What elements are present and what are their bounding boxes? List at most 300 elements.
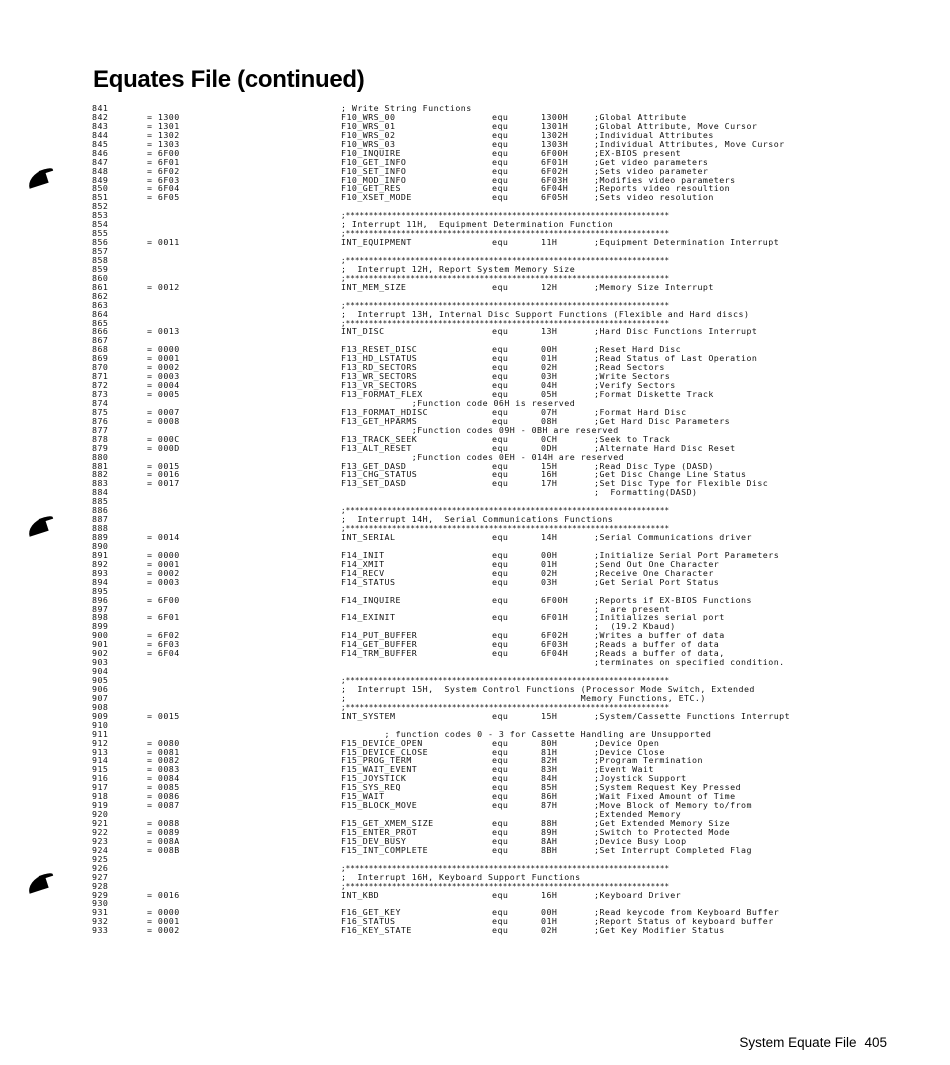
operand: 17H [541,478,558,489]
line-number: 842 [92,111,109,122]
comment: ;Set Disc Type for Flexible Disc [594,478,769,489]
comment-text: ; function codes 0 - 3 for Cassette Handling are Unsupported [341,728,712,739]
separator-line: ;********************************************************************** [341,506,670,516]
line-number: 861 [92,281,109,292]
operand: 6F00H [541,147,569,158]
line-number: 873 [92,389,109,399]
equate-value: = 0007 [147,406,180,417]
directive: equ [492,281,509,292]
directive: equ [492,782,509,793]
directive: equ [492,826,509,837]
symbol-label: F13_TRACK_SEEK [341,433,418,444]
comment: ;Reads a buffer of data, [594,648,725,659]
line-number: 895 [92,585,109,596]
separator-line: ;********************************************************************** [341,676,670,685]
line-number: 933 [92,925,109,936]
listing-line [92,381,832,390]
operand: 6F00H [541,594,569,605]
line-number: 860 [92,272,109,283]
directive: equ [492,138,509,149]
directive: equ [492,353,509,364]
symbol-label: F14_TRM_BUFFER [341,648,418,659]
equate-value: = 0001 [147,558,180,569]
line-number: 890 [92,540,109,551]
comment: ;terminates on specified condition. [594,657,785,668]
operand: 6F04H [541,183,569,194]
operand: 01H [541,558,558,569]
comment: ;Device Open [594,737,660,748]
directive: equ [492,594,509,605]
listing-line [92,193,832,202]
listing-line [92,453,832,462]
symbol-label: F13_GET_DASD [341,460,407,471]
equate-value: = 0012 [147,281,180,292]
operand: 80H [541,737,558,748]
line-number: 893 [92,567,109,578]
operand: 05H [541,389,558,399]
comment: ;Read keycode from Keyboard Buffer [594,907,780,918]
directive: equ [492,478,509,489]
equate-value: = 0017 [147,478,180,489]
line-number: 855 [92,228,109,239]
listing-line [92,149,832,158]
equate-value: = 0003 [147,371,180,382]
line-number: 911 [92,728,109,739]
operand: 86H [541,791,558,802]
equate-value: = 1300 [147,111,180,122]
line-number: 876 [92,415,109,426]
separator-line: ;********************************************************************** [341,881,670,891]
listing-line [92,551,832,560]
line-number: 885 [92,496,109,507]
operand: 1303H [541,138,569,149]
equate-value: = 0000 [147,549,180,560]
symbol-label: F13_RESET_DISC [341,344,418,355]
equate-value: = 6F02 [147,165,180,176]
comment: ;Hard Disc Functions Interrupt [594,326,758,337]
listing-line [92,497,832,506]
equate-value: = 000D [147,442,180,453]
line-number: 854 [92,219,109,230]
equate-value: = 0081 [147,746,180,757]
listing-line [92,479,832,488]
equate-value: = 1303 [147,138,180,149]
operand: 02H [541,567,558,578]
operand: 8AH [541,835,558,846]
equate-value: = 0083 [147,764,180,775]
line-number: 889 [92,532,109,542]
operand: 6F04H [541,648,569,659]
line-number: 846 [92,147,109,158]
operand: 83H [541,764,558,775]
symbol-label: F14_XMIT [341,558,385,569]
equate-value: = 0086 [147,791,180,802]
line-number: 900 [92,630,109,641]
line-number: 913 [92,746,109,757]
listing-line [92,247,832,256]
line-number: 894 [92,576,109,587]
equate-value: = 0088 [147,818,180,828]
directive: equ [492,791,509,802]
comment: ;Get Hard Disc Parameters [594,415,731,426]
listing-line [92,596,832,605]
operand: 89H [541,826,558,837]
line-number: 892 [92,558,109,569]
symbol-label: F14_INQUIRE [341,594,401,605]
line-number: 924 [92,844,109,855]
listing-line [92,846,832,855]
line-number: 867 [92,335,109,346]
line-number: 910 [92,719,109,730]
symbol-label: F15_DEVICE_CLOSE [341,746,429,757]
symbol-label: F10_INQUIRE [341,147,401,158]
line-number: 874 [92,397,109,408]
line-number: 856 [92,237,109,248]
symbol-label: F16_KEY_STATE [341,925,412,936]
operand: 6F03H [541,639,569,650]
comment-text: ; Interrupt 12H, Report System Memory Size [341,263,576,274]
operand: 00H [541,907,558,918]
symbol-label: F10_XSET_MODE [341,192,412,203]
equate-value: = 0002 [147,362,180,373]
line-number: 883 [92,478,109,489]
symbol-label: F15_ENTER_PROT [341,826,418,837]
operand: 00H [541,549,558,560]
equate-value: = 0011 [147,237,180,248]
line-number: 919 [92,800,109,811]
comment-text: ; Interrupt 14H, Serial Communications Functions [341,514,614,525]
symbol-label: INT_MEM_SIZE [341,281,407,292]
symbol-label: F16_GET_KEY [341,907,401,918]
symbol-label: F15_SYS_REQ [341,782,401,793]
line-number: 930 [92,898,109,909]
directive: equ [492,648,509,659]
line-number: 923 [92,835,109,846]
symbol-label: F14_GET_BUFFER [341,639,418,650]
separator-line: ;********************************************************************** [341,300,670,310]
line-number: 888 [92,523,109,534]
listing-line [92,220,832,229]
equate-value: = 008A [147,835,180,846]
line-number: 869 [92,353,109,364]
symbol-label: F13_FORMAT_FLEX [341,389,423,399]
equate-value: = 0015 [147,710,180,721]
directive: equ [492,460,509,471]
equate-value: = 0005 [147,389,180,399]
equate-value: = 6F03 [147,174,180,185]
equate-value: = 0001 [147,353,180,364]
operand: 0CH [541,433,558,444]
equate-value: = 1301 [147,120,180,131]
listing-line [92,801,832,810]
equate-value: = 0085 [147,782,180,793]
comment: ;Modifies video parameters [594,174,736,185]
directive: equ [492,362,509,373]
operand: 8BH [541,844,558,855]
equate-value: = 0008 [147,415,180,426]
comment: ;Keyboard Driver [594,889,682,900]
line-number: 915 [92,764,109,775]
directive: equ [492,389,509,399]
comment: ;Device Close [594,746,665,757]
equate-value: = 0002 [147,925,180,936]
equate-value: = 0087 [147,800,180,811]
line-number: 866 [92,326,109,337]
comment-text: ;Function codes 0EH - 014H are reserved [341,451,625,462]
directive: equ [492,558,509,569]
binder-hole-mark [25,517,48,536]
line-number: 851 [92,192,109,203]
listing-line [92,882,832,891]
line-number: 868 [92,344,109,355]
comment: ;Serial Communications driver [594,532,752,542]
listing-line [92,310,832,319]
symbol-label: F10_WRS_03 [341,138,396,149]
directive: equ [492,415,509,426]
directive: equ [492,147,509,158]
listing-line [92,873,832,882]
directive: equ [492,442,509,453]
comment: ;Get Serial Port Status [594,576,720,587]
operand: 03H [541,576,558,587]
comment: ;Report Status of keyboard buffer [594,916,774,927]
operand: 15H [541,460,558,471]
symbol-label: F13_ALT_RESET [341,442,412,453]
listing-line [92,292,832,301]
line-number: 929 [92,889,109,900]
operand: 1301H [541,120,569,131]
comment: ;Format Diskette Track [594,389,714,399]
directive: equ [492,737,509,748]
comment: ;Global Attribute [594,111,687,122]
symbol-label: F10_WRS_00 [341,111,396,122]
equate-value: = 0084 [147,773,180,784]
directive: equ [492,165,509,176]
comment: ;Reports video resoultion [594,183,731,194]
equate-value: = 000C [147,433,180,444]
equate-value: = 008B [147,844,180,855]
line-number: 917 [92,782,109,793]
line-number: 905 [92,675,109,685]
comment: ;Individual Attributes [594,129,714,140]
binder-hole-mark [25,874,48,893]
operand: 03H [541,371,558,382]
equate-value: = 6F00 [147,147,180,158]
listing-line [92,765,832,774]
separator-line: ;********************************************************************** [341,702,670,712]
symbol-label: INT_SYSTEM [341,710,396,721]
separator-line: ;********************************************************************** [341,273,670,283]
comment: ;Get Key Modifier Status [594,925,725,936]
operand: 87H [541,800,558,811]
listing-line [92,488,832,497]
line-number: 912 [92,737,109,748]
line-number: 901 [92,639,109,650]
listing-line [92,336,832,345]
directive: equ [492,111,509,122]
directive: equ [492,576,509,587]
listing-line [92,184,832,193]
line-number: 909 [92,710,109,721]
comment: ;Get Extended Memory Size [594,818,731,828]
separator-line: ;********************************************************************** [341,524,670,534]
operand: 02H [541,362,558,373]
line-number: 921 [92,818,109,828]
comment: ;Sets video parameter [594,165,709,176]
listing-line [92,658,832,667]
symbol-label: F14_EXINIT [341,612,396,623]
operand: 6F01H [541,156,569,167]
directive: equ [492,755,509,766]
comment: ;Extended Memory [594,809,682,820]
line-number: 897 [92,603,109,614]
symbol-label: F13_GET_HPARMS [341,415,418,426]
directive: equ [492,710,509,721]
directive: equ [492,844,509,855]
listing-line [92,631,832,640]
operand: 16H [541,889,558,900]
operand: 6F01H [541,612,569,623]
operand: 01H [541,916,558,927]
equate-value: = 0016 [147,469,180,480]
directive: equ [492,764,509,775]
line-number: 899 [92,621,109,632]
directive: equ [492,406,509,417]
line-number: 865 [92,317,109,328]
comment: ;Set Interrupt Completed Flag [594,844,752,855]
comment: ;Equipment Determination Interrupt [594,237,780,248]
listing-line [92,855,832,864]
line-number: 884 [92,487,109,498]
line-number: 847 [92,156,109,167]
equates-listing [92,104,832,935]
comment-text: ;Function codes 09H - 0BH are reserved [341,424,619,435]
comment: ;Verify Sectors [594,380,676,391]
operand: 04H [541,380,558,391]
equate-value: = 0013 [147,326,180,337]
listing-line [92,730,832,739]
line-number: 864 [92,308,109,319]
equate-value: = 0080 [147,737,180,748]
comment: ;Wait Fixed Amount of Time [594,791,736,802]
line-number: 870 [92,362,109,373]
line-number: 926 [92,862,109,873]
directive: equ [492,469,509,480]
symbol-label: F13_VR_SECTORS [341,380,418,391]
comment-text: ; Memory Functions, ETC.) [341,692,706,703]
operand: 01H [541,353,558,364]
directive: equ [492,889,509,900]
page-number: 405 [864,1035,887,1050]
symbol-label: F13_FORMAT_HDISC [341,406,429,417]
comment-text: ;Function code 06H is reserved [341,397,576,408]
symbol-label: INT_KBD [341,889,380,900]
listing-line [92,667,832,676]
line-number: 880 [92,451,109,462]
operand: 85H [541,782,558,793]
listing-line [92,363,832,372]
comment: ;Program Termination [594,755,703,766]
directive: equ [492,120,509,131]
symbol-label: F16_STATUS [341,916,396,927]
directive: equ [492,371,509,382]
line-number: 891 [92,549,109,560]
comment: ;Get video parameters [594,156,709,167]
equate-value: = 0015 [147,460,180,471]
operand: 14H [541,532,558,542]
operand: 16H [541,469,558,480]
comment: ;Initialize Serial Port Parameters [594,549,780,560]
line-number: 896 [92,594,109,605]
comment: ;Individual Attributes, Move Cursor [594,138,785,149]
directive: equ [492,549,509,560]
equate-value: = 0014 [147,532,180,542]
symbol-label: F15_WAIT [341,791,385,802]
symbol-label: F15_PROG_TERM [341,755,412,766]
line-number: 844 [92,129,109,140]
directive: equ [492,835,509,846]
directive: equ [492,746,509,757]
comment: ;System/Cassette Functions Interrupt [594,710,791,721]
comment: ;Read Status of Last Operation [594,353,758,364]
comment: ;Switch to Protected Mode [594,826,731,837]
comment: ; (19.2 Kbaud) [594,621,676,632]
listing-line [92,748,832,757]
symbol-label: INT_EQUIPMENT [341,237,412,248]
comment: ;Joystick Support [594,773,687,784]
operand: 6F05H [541,192,569,203]
line-number: 850 [92,183,109,194]
equate-value: = 6F04 [147,183,180,194]
operand: 81H [541,746,558,757]
listing-line [92,739,832,748]
comment: ;Read Sectors [594,362,665,373]
operand: 0DH [541,442,558,453]
listing-line [92,756,832,765]
comment: ;Get Disc Change Line Status [594,469,747,480]
operand: 13H [541,326,558,337]
line-number: 898 [92,612,109,623]
comment: ;System Request Key Pressed [594,782,742,793]
separator-line: ;********************************************************************** [341,211,670,221]
operand: 1300H [541,111,569,122]
line-number: 927 [92,871,109,882]
comment: ;Alternate Hard Disc Reset [594,442,736,453]
line-number: 848 [92,165,109,176]
listing-line [92,569,832,578]
comment: ; Formatting(DASD) [594,487,698,498]
line-number: 862 [92,290,109,301]
line-number: 843 [92,120,109,131]
equate-value: = 0082 [147,755,180,766]
symbol-label: F10_WRS_02 [341,129,396,140]
comment: ;Reports if EX-BIOS Functions [594,594,752,605]
equate-value: = 0089 [147,826,180,837]
equate-value: = 6F01 [147,156,180,167]
equate-value: = 0002 [147,567,180,578]
comment: ;Write Sectors [594,371,671,382]
separator-line: ;********************************************************************** [341,255,670,265]
line-number: 887 [92,514,109,525]
directive: equ [492,639,509,650]
listing-line [92,694,832,703]
page-footer [739,1035,887,1050]
symbol-label: INT_DISC [341,326,385,337]
directive: equ [492,907,509,918]
line-number: 875 [92,406,109,417]
footer-label: System Equate File [739,1035,857,1050]
listing-line [92,140,832,149]
